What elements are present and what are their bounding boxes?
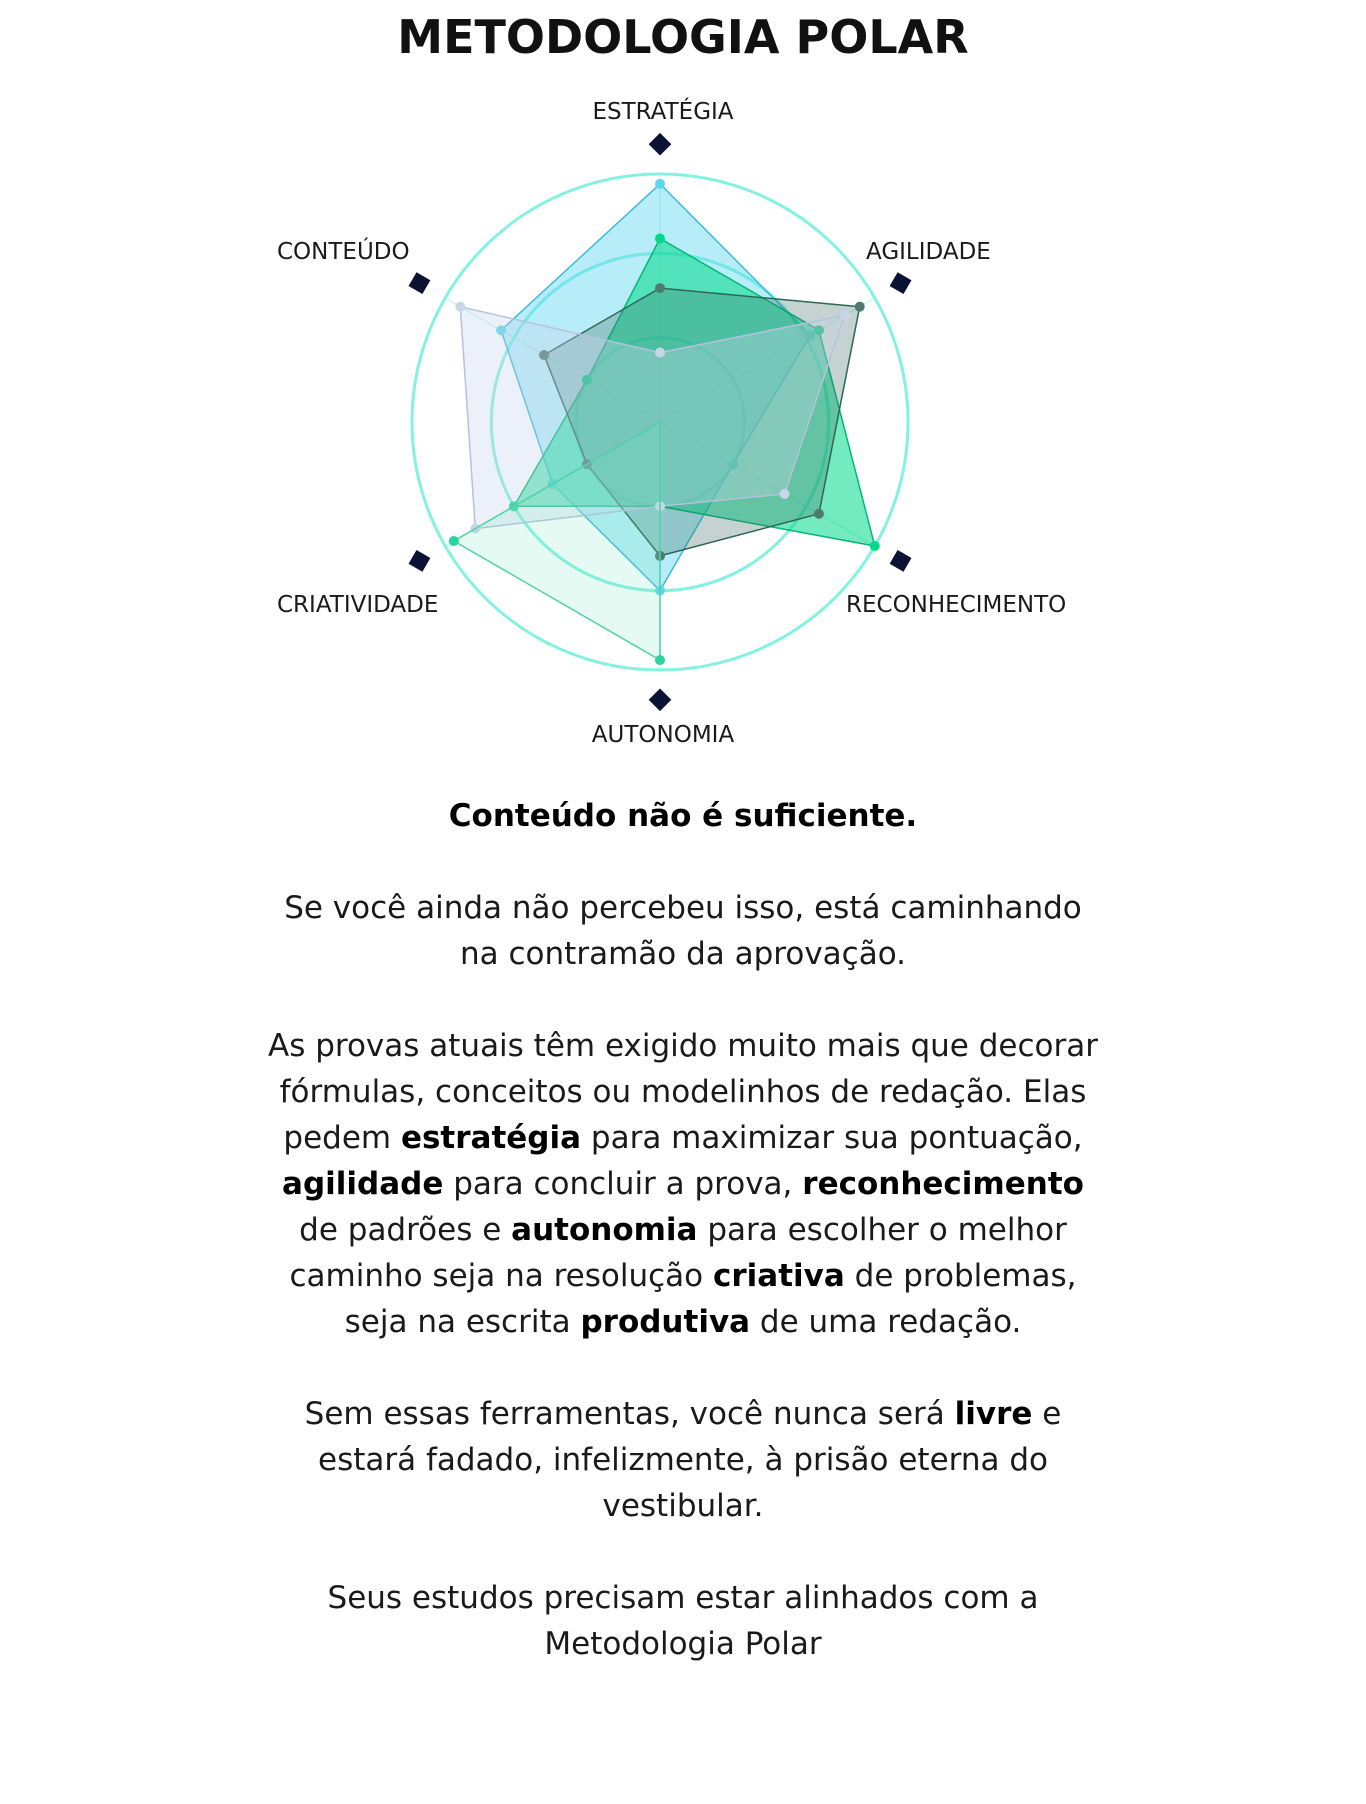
keyword-livre: livre <box>954 1396 1033 1432</box>
axis-label-estratégia: ESTRATÉGIA <box>592 99 734 125</box>
radar-series-4-point-2 <box>840 310 850 320</box>
radar-series-5-point-5 <box>449 536 459 546</box>
radar-series-1-point-1 <box>655 179 665 189</box>
body-text <box>260 793 1106 1713</box>
radar-chart <box>0 0 1366 760</box>
paragraph-3: Sem essas ferramentas, você nunca será livre e estará fadado, infelizmente, à prisão eterna do vestibular. <box>304 1396 1062 1524</box>
keyword-estrategia: estratégia <box>400 1120 582 1156</box>
radar-series-2-point-3 <box>870 541 880 551</box>
radar-series-5-point-4 <box>655 655 665 665</box>
paragraph-4: Seus estudos precisam estar alinhados com a Metodologia Polar <box>327 1580 1039 1662</box>
axis-label-reconhecimento: RECONHECIMENTO <box>846 592 1067 618</box>
keyword-reconhecimento: reconhecimento <box>802 1166 1084 1202</box>
keyword-agilidade: agilidade <box>282 1166 444 1202</box>
radar-series-4-point-1 <box>655 348 665 358</box>
keyword-produtiva: produtiva <box>580 1304 751 1340</box>
keyword-criativa: criativa <box>713 1258 845 1294</box>
axis-marker-6 <box>409 272 431 294</box>
axis-marker-2 <box>890 272 912 294</box>
axis-label-agilidade: AGILIDADE <box>866 239 991 265</box>
paragraph-1: Se você ainda não percebeu isso, está caminhando na contramão da aprovação. <box>284 890 1082 972</box>
radar-series-4-point-3 <box>780 489 790 499</box>
axis-label-criatividade: CRIATIVIDADE <box>277 592 439 618</box>
axis-marker-4 <box>649 688 672 711</box>
axis-marker-3 <box>890 550 912 572</box>
radar-series-3-point-2 <box>855 302 865 312</box>
axis-marker-5 <box>409 550 431 572</box>
radar-series-2-point-1 <box>655 233 665 243</box>
axis-label-conteúdo: CONTEÚDO <box>277 239 410 265</box>
keyword-autonomia: autonomia <box>511 1212 698 1248</box>
axis-marker-1 <box>649 133 672 156</box>
radar-series-4-point-6 <box>455 302 465 312</box>
lead-heading: Conteúdo não é suficiente. <box>448 798 918 834</box>
paragraph-2: As provas atuais têm exigido muito mais que decorar fórmulas, conceitos ou modelinhos de redação. Elas pedem estratégia para maximizar sua pontuação, agilidade para concluir a prova, reconhecimento de padrões e autonomia para escolher o melhor caminho seja na resolução criativa de problemas, seja na escrita produtiva de uma redação. <box>268 1028 1098 1340</box>
axis-label-autonomia: AUTONOMIA <box>591 722 735 748</box>
page-title: METODOLOGIA POLAR <box>397 10 969 64</box>
radar-series-3-point-1 <box>655 283 665 293</box>
radar-series-3-point-3 <box>814 509 824 519</box>
radar-series <box>449 179 880 665</box>
